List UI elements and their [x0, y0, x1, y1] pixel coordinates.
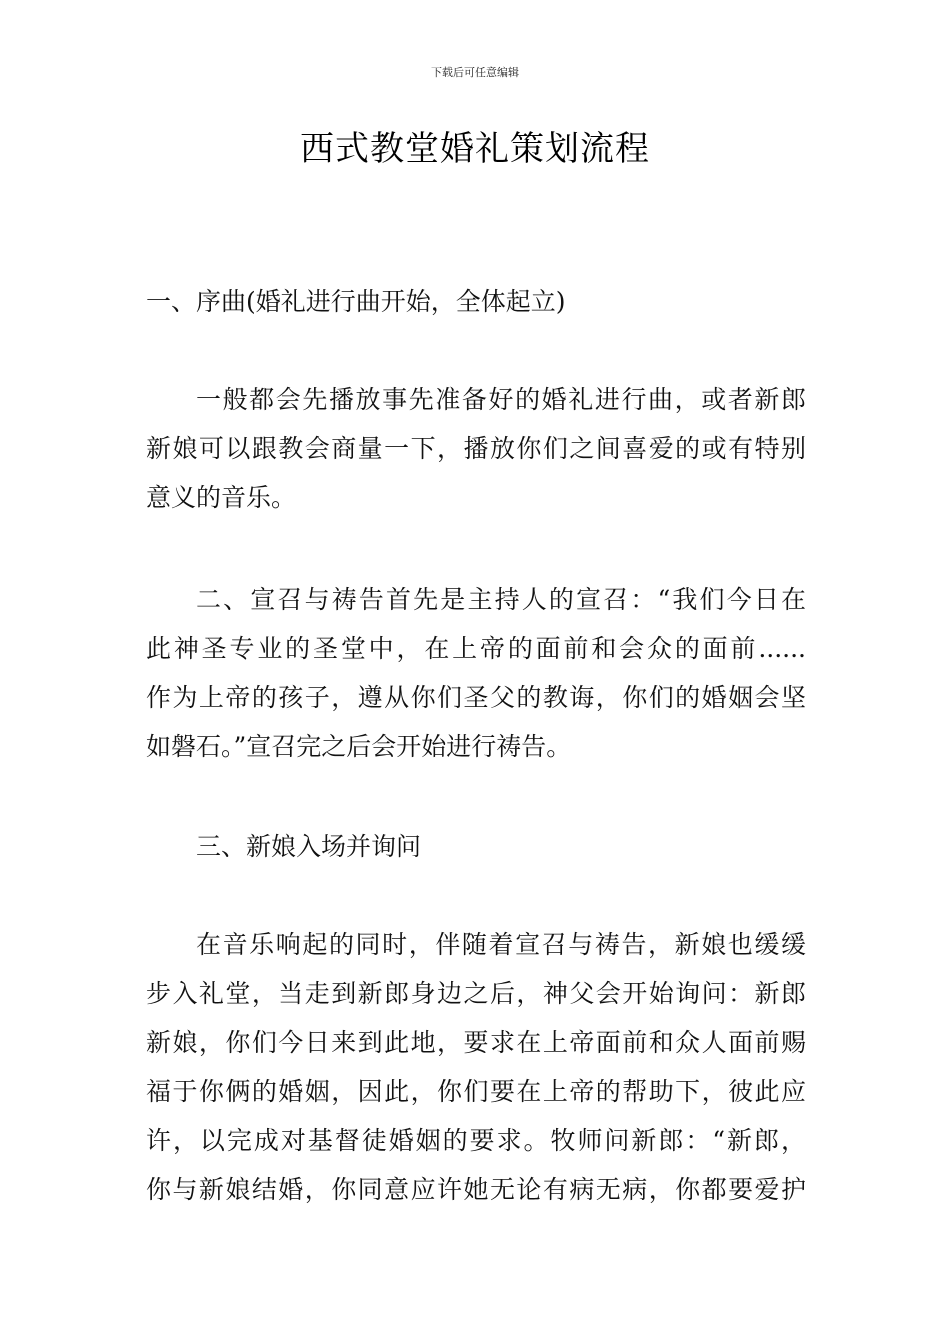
paragraph-line: 你与新娘结婚，你同意应许她无论有病无病，你都要爱护 [146, 1175, 806, 1204]
paragraph-line: 一般都会先播放事先准备好的婚礼进行曲，或者新郎 [196, 385, 806, 414]
paragraph-line: 步入礼堂，当走到新郎身边之后，神父会开始询问：新郎 [146, 979, 806, 1008]
paragraph-line: 此神圣专业的圣堂中，在上帝的面前和会众的面前...... [146, 634, 806, 663]
page-header-note: 下载后可任意编辑 [431, 66, 519, 79]
paragraph-summons-prayer [146, 575, 806, 771]
paragraph-line: 二、宣召与祷告首先是主持人的宣召：“我们今日在 [196, 585, 806, 614]
section-heading-overture [146, 277, 806, 326]
paragraph-line: 新娘可以跟教会商量一下，播放你们之间喜爱的或有特别 [146, 434, 806, 463]
paragraph-line: 新娘，你们今日来到此地，要求在上帝面前和众人面前赐 [146, 1028, 806, 1057]
paragraph-line: 作为上帝的孩子，遵从你们圣父的教诲，你们的婚姻会坚 [146, 683, 806, 712]
paragraph-line: 福于你俩的婚姻，因此，你们要在上帝的帮助下，彼此应 [146, 1077, 806, 1106]
paragraph-line: 许，以完成对基督徒婚姻的要求。牧师问新郎：“新郎， [146, 1126, 806, 1155]
paragraph-line: 意义的音乐。 [146, 483, 297, 512]
document-title: 西式教堂婚礼策划流程 [300, 129, 650, 169]
section-heading-bride-entrance [146, 822, 806, 871]
paragraph-line: 在音乐响起的同时，伴随着宣召与祷告，新娘也缓缓 [196, 930, 806, 959]
paragraph-bride-entrance [146, 920, 806, 1214]
heading-line: 一、序曲(婚礼进行曲开始，全体起立) [146, 287, 566, 316]
paragraph-line: 如磐石。”宣召完之后会开始进行祷告。 [146, 732, 572, 761]
heading-line: 三、新娘入场并询问 [196, 832, 422, 861]
paragraph-overture-music [146, 375, 806, 522]
